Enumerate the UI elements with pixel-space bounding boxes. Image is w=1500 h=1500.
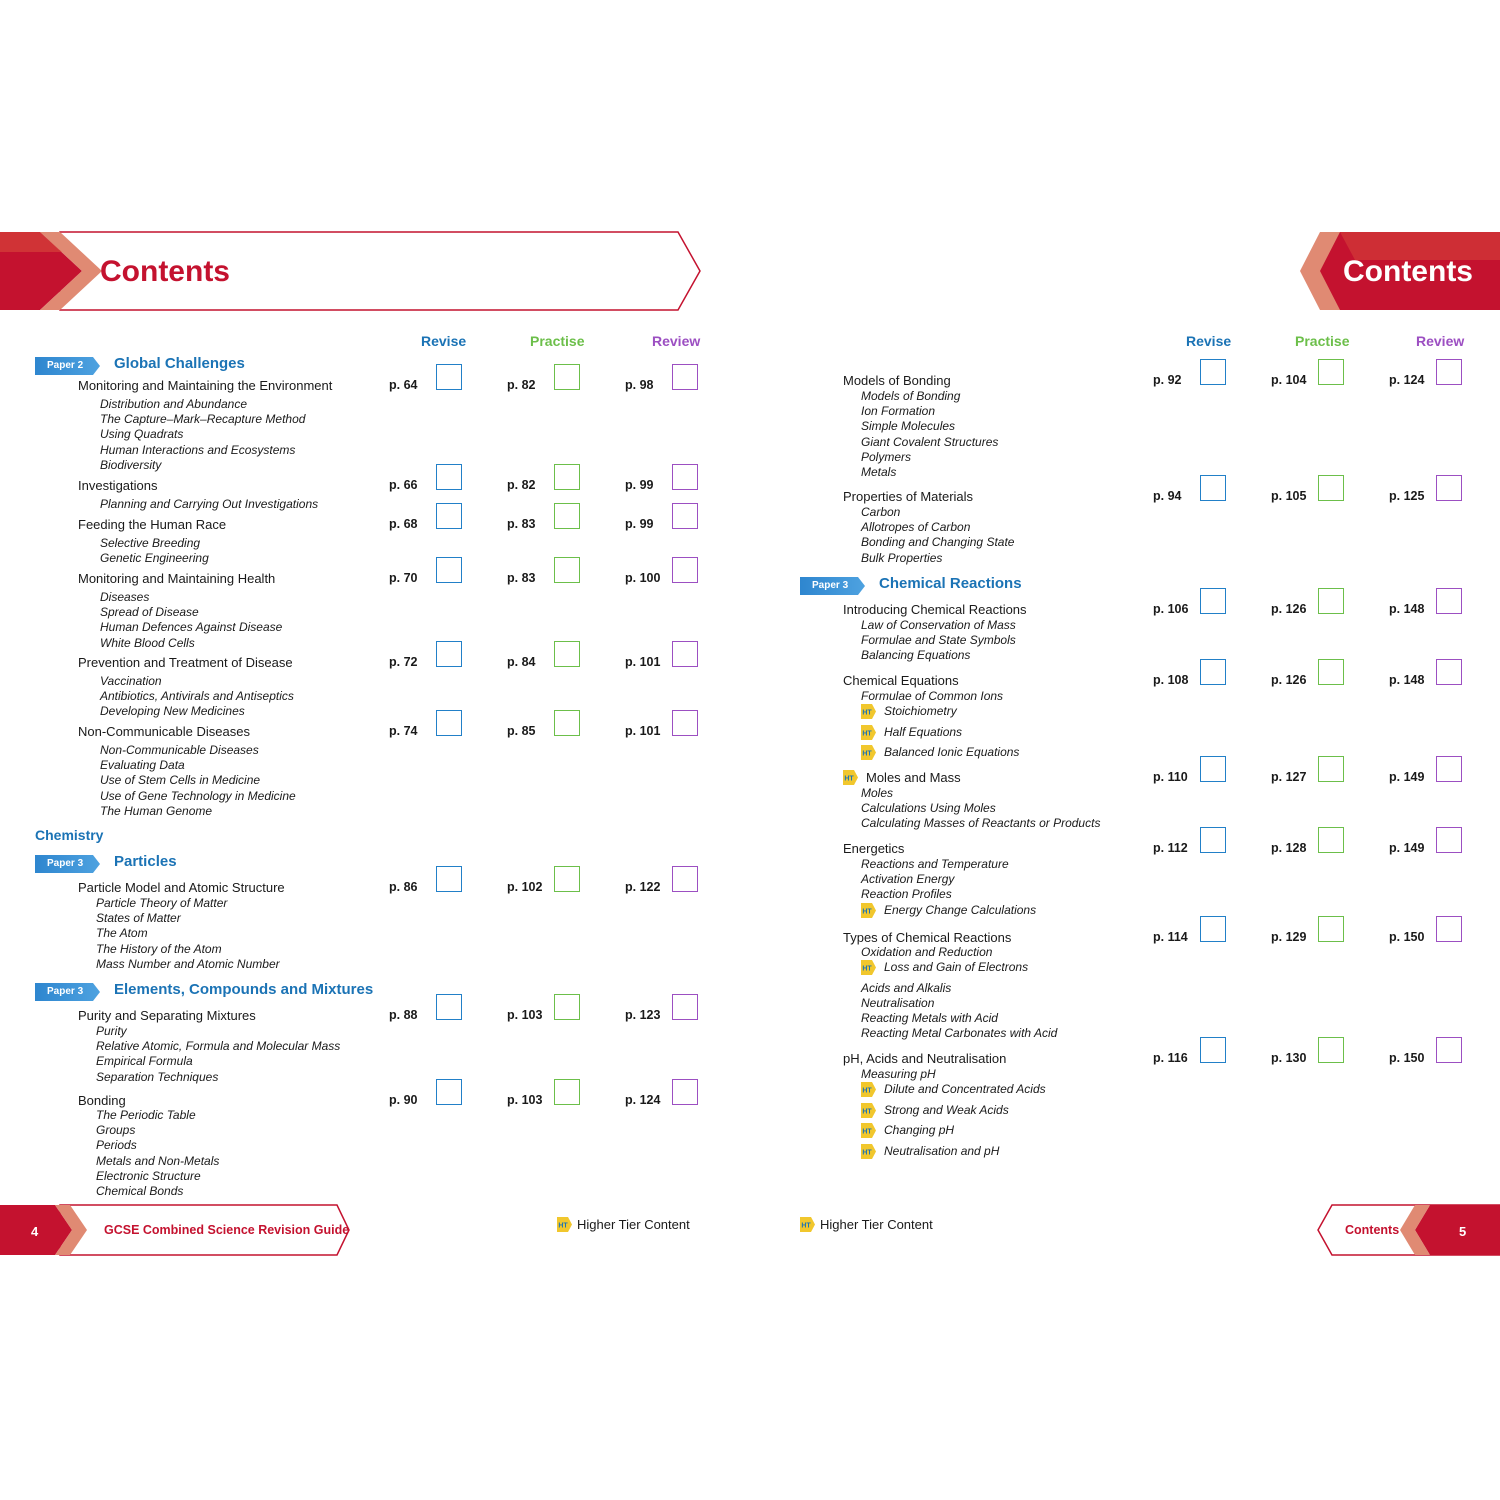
practise-checkbox[interactable] [1318,659,1344,685]
subtopic: Biodiversity [100,457,162,472]
subtopic: Reacting Metal Carbonates with Acid [861,1026,1058,1041]
page-ref-revise: p. 92 [1153,373,1182,387]
subtopic: Oxidation and Reduction [861,945,993,959]
subtopic: Law of Conservation of Mass [861,618,1016,632]
svg-text:HT: HT [862,730,872,738]
page-ref-practise: p. 84 [507,655,536,669]
review-checkbox[interactable] [672,364,698,390]
subtopic: Balancing Equations [861,648,971,663]
subtopic: Relative Atomic, Formula and Molecular Mass [96,1039,341,1054]
page-ref-review: p. 125 [1389,489,1425,503]
subtopic: The Capture–Mark–Recapture Method [100,412,306,427]
subtopic: Purity [96,1024,127,1038]
ht-icon [861,1082,876,1097]
review-checkbox[interactable] [1436,1037,1462,1063]
subtopic: Periods [96,1138,137,1153]
topic-title: Prevention and Treatment of Disease [78,655,293,670]
subtopic: Ion Formation [861,404,936,419]
page-ref-revise: p. 68 [389,517,418,531]
page-ref-revise: p. 64 [389,378,418,392]
review-checkbox[interactable] [672,710,698,736]
practise-checkbox[interactable] [1318,359,1344,385]
column-header-practise-right: Practise [1295,333,1350,349]
subtopic: Calculating Masses of Reactants or Products [861,816,1101,831]
subtopic: Reacting Metals with Acid [861,1011,998,1026]
subtopic: Using Quadrats [100,427,184,442]
footer-right-title: Contents [1345,1223,1400,1237]
page-ref-review: p. 150 [1389,1051,1425,1065]
topic-title: Feeding the Human Race [78,517,227,532]
svg-text:HT: HT [862,1128,872,1136]
practise-checkbox[interactable] [1318,1037,1344,1063]
page-ref-practise: p. 102 [507,880,543,894]
subtopic: Diseases [100,590,150,604]
subtopic: Use of Gene Technology in Medicine [100,788,296,803]
page-ref-practise: p. 130 [1271,1051,1307,1065]
subtopic: Strong and Weak Acids [884,1102,1009,1117]
svg-text:HT: HT [862,1087,872,1095]
subtopic: Neutralisation and pH [884,1143,1000,1158]
svg-text:HT: HT [862,750,872,758]
subtopic: Spread of Disease [100,605,199,620]
subtopic: Giant Covalent Structures [861,434,999,449]
subtopic: The Human Genome [100,803,213,818]
page-ref-review: p. 98 [625,378,654,392]
revise-checkbox[interactable] [1200,659,1226,685]
subtopic: Antibiotics, Antivirals and Antiseptics [100,689,294,704]
page-ref-revise: p. 74 [389,724,418,738]
page-ref-practise: p. 128 [1271,841,1307,855]
review-checkbox[interactable] [1436,359,1462,385]
subtopic: Stoichiometry [884,704,957,719]
subtopic: Neutralisation [861,995,935,1010]
subtopic: Selective Breeding [100,536,201,550]
subtopic: Formulae and State Symbols [861,633,1016,648]
paper-tag: Paper 3 [47,986,84,997]
subtopic: Genetic Engineering [100,551,209,566]
paper-tag: Paper 2 [47,360,84,371]
subtopic: White Blood Cells [100,635,195,650]
subtopic: The Atom [96,926,148,941]
page-ref-review: p. 149 [1389,770,1425,784]
revise-checkbox[interactable] [436,503,462,529]
revise-checkbox[interactable] [1200,359,1226,385]
practise-checkbox[interactable] [554,503,580,529]
page-ref-review: p. 99 [625,478,654,492]
topic-title: Particle Model and Atomic Structure [78,880,285,895]
svg-text:HT: HT [558,1222,568,1230]
page-ref-practise: p. 129 [1271,930,1307,944]
practise-checkbox[interactable] [554,464,580,490]
practise-checkbox[interactable] [1318,475,1344,501]
page-number-left: 4 [31,1224,39,1239]
subtopic: Carbon [861,505,901,519]
practise-checkbox[interactable] [554,641,580,667]
subtopic: Moles [861,786,894,800]
subtopic: Developing New Medicines [100,704,245,719]
subtopic: Evaluating Data [100,758,185,773]
page-ref-revise: p. 94 [1153,489,1182,503]
page-ref-review: p. 100 [625,571,661,585]
topic-title: Monitoring and Maintaining Health [78,571,276,586]
subtopic: Reaction Profiles [861,887,952,902]
practise-checkbox[interactable] [554,557,580,583]
page-ref-review: p. 99 [625,517,654,531]
ht-icon [861,725,876,740]
topic-title: Moles and Mass [866,770,961,785]
footer-right-banner [1312,1203,1500,1259]
subtopic: Activation Energy [861,872,955,887]
svg-text:HT: HT [862,709,872,717]
page-ref-practise: p. 126 [1271,673,1307,687]
topic-title: Introducing Chemical Reactions [843,602,1027,617]
subtopic: Planning and Carrying Out Investigations [100,497,319,511]
column-header-revise-right: Revise [1186,333,1232,349]
page-ref-practise: p. 103 [507,1008,543,1022]
column-header-review-right: Review [1416,333,1465,349]
review-checkbox[interactable] [672,866,698,892]
topic-title: Investigations [78,478,158,493]
review-checkbox[interactable] [1436,827,1462,853]
page-ref-practise: p. 104 [1271,373,1307,387]
page-title-left: Contents [100,255,230,288]
subtopic: Metals and Non-Metals [96,1153,220,1168]
column-header-practise: Practise [530,333,585,349]
page-ref-practise: p. 83 [507,571,536,585]
paper-tag: Paper 3 [47,858,84,869]
topic-title: Chemical Equations [843,673,959,688]
review-checkbox[interactable] [672,641,698,667]
revise-checkbox[interactable] [436,866,462,892]
revise-checkbox[interactable] [436,464,462,490]
page-ref-practise: p. 83 [507,517,536,531]
subtopic: Vaccination [100,674,162,688]
topic-title: Non-Communicable Diseases [78,724,250,739]
subtopic: Separation Techniques [96,1069,219,1084]
section-title: Elements, Compounds and Mixtures [114,981,374,998]
revise-checkbox[interactable] [436,364,462,390]
topic-title: Types of Chemical Reactions [843,930,1012,945]
subtopic: Mass Number and Atomic Number [96,956,280,971]
section-title: Chemical Reactions [879,575,1022,592]
page-ref-revise: p. 88 [389,1008,418,1022]
subtopic: Calculations Using Moles [861,801,996,816]
subtopic: Changing pH [884,1123,955,1138]
revise-checkbox[interactable] [436,710,462,736]
subtopic: Electronic Structure [96,1168,201,1183]
subtopic: Allotropes of Carbon [861,520,971,535]
svg-text:HT: HT [844,775,854,783]
subtopic: Balanced Ionic Equations [884,745,1020,760]
subtopic: Human Interactions and Ecosystems [100,442,296,457]
topic-title: Purity and Separating Mixtures [78,1008,256,1023]
page-ref-revise: p. 112 [1153,841,1188,855]
page-ref-practise: p. 85 [507,724,536,738]
page-ref-review: p. 123 [625,1008,661,1022]
subtopic: Reactions and Temperature [861,857,1009,871]
revise-checkbox[interactable] [1200,756,1226,782]
section-title: Particles [114,853,177,870]
ht-legend-left: Higher Tier Content [577,1217,690,1232]
subtopic: Measuring pH [861,1067,936,1081]
subtopic: Chemical Bonds [96,1184,184,1198]
ht-icon [861,903,876,918]
subtopic: Acids and Alkalis [861,980,952,995]
subtopic: Bulk Properties [861,550,943,565]
practise-checkbox[interactable] [554,364,580,390]
subtopic: Bonding and Changing State [861,535,1015,550]
page-ref-revise: p. 108 [1153,673,1189,687]
subtopic: The Periodic Table [96,1108,196,1122]
topic-title: Properties of Materials [843,489,974,504]
practise-checkbox[interactable] [1318,827,1344,853]
page-ref-review: p. 148 [1389,602,1425,616]
page-ref-review: p. 124 [625,1093,661,1107]
review-checkbox[interactable] [1436,756,1462,782]
review-checkbox[interactable] [672,503,698,529]
ht-legend-right: Higher Tier Content [820,1217,933,1232]
page-ref-practise: p. 103 [507,1093,543,1107]
subtopic: Particle Theory of Matter [96,896,228,910]
revise-checkbox[interactable] [436,641,462,667]
page-ref-review: p. 122 [625,880,661,894]
subtopic: Human Defences Against Disease [100,620,283,635]
page-ref-practise: p. 105 [1271,489,1307,503]
page-ref-review: p. 148 [1389,673,1425,687]
page-ref-revise: p. 86 [389,880,418,894]
revise-checkbox[interactable] [1200,1037,1226,1063]
page-ref-review: p. 150 [1389,930,1425,944]
svg-text:HT: HT [862,965,872,973]
topic-title: pH, Acids and Neutralisation [843,1051,1007,1066]
practise-checkbox[interactable] [1318,588,1344,614]
svg-text:HT: HT [862,908,872,916]
review-checkbox[interactable] [672,464,698,490]
section-title: Global Challenges [114,355,245,372]
topic-title: Monitoring and Maintaining the Environment [78,378,333,393]
review-checkbox[interactable] [1436,475,1462,501]
paper-tag: Paper 3 [812,580,849,591]
page-ref-revise: p. 70 [389,571,418,585]
page-ref-review: p. 101 [625,655,661,669]
review-checkbox[interactable] [672,1079,698,1105]
ht-icon [861,745,876,760]
svg-text:HT: HT [862,1108,872,1116]
subtopic: Simple Molecules [861,419,956,434]
svg-text:HT: HT [801,1222,811,1230]
subtopic: Non-Communicable Diseases [100,743,259,757]
page-ref-revise: p. 90 [389,1093,418,1107]
ht-icon [861,1123,876,1138]
ht-icon [861,1144,876,1159]
page-ref-revise: p. 110 [1153,770,1188,784]
subtopic: Models of Bonding [861,389,961,403]
review-checkbox[interactable] [672,557,698,583]
subtopic: Polymers [861,449,912,464]
page-ref-revise: p. 114 [1153,930,1188,944]
practise-checkbox[interactable] [554,866,580,892]
revise-checkbox[interactable] [1200,475,1226,501]
revise-checkbox[interactable] [1200,588,1226,614]
page-number-right: 5 [1459,1224,1467,1239]
subtopic: Loss and Gain of Electrons [884,960,1029,975]
revise-checkbox[interactable] [436,557,462,583]
revise-checkbox[interactable] [436,1079,462,1105]
page-ref-practise: p. 82 [507,378,536,392]
ht-icon [861,704,876,719]
page-ref-revise: p. 116 [1153,1051,1188,1065]
page-title-right: Contents [1343,255,1473,288]
page-ref-practise: p. 127 [1271,770,1307,784]
review-checkbox[interactable] [1436,659,1462,685]
subtopic: Dilute and Concentrated Acids [884,1082,1046,1097]
page-ref-practise: p. 82 [507,478,536,492]
revise-checkbox[interactable] [1200,827,1226,853]
subtopic: Groups [96,1123,136,1138]
practise-checkbox[interactable] [1318,756,1344,782]
topic-title: Bonding [78,1093,126,1108]
column-header-review: Review [652,333,701,349]
subtopic: Use of Stem Cells in Medicine [100,773,261,788]
ht-legend-icon-right [800,1217,815,1232]
practise-checkbox[interactable] [554,1079,580,1105]
review-checkbox[interactable] [1436,588,1462,614]
subtopic: States of Matter [96,911,181,926]
subtopic: Half Equations [884,724,963,739]
chemistry-heading: Chemistry [35,827,104,843]
page-ref-practise: p. 126 [1271,602,1307,616]
svg-text:HT: HT [862,1149,872,1157]
practise-checkbox[interactable] [554,994,580,1020]
topic-title: Energetics [843,841,905,856]
review-checkbox[interactable] [672,994,698,1020]
ht-icon [843,770,858,785]
page-ref-review: p. 149 [1389,841,1425,855]
practise-checkbox[interactable] [554,710,580,736]
revise-checkbox[interactable] [1200,916,1226,942]
ht-icon [861,960,876,975]
practise-checkbox[interactable] [1318,916,1344,942]
topic-title: Models of Bonding [843,373,951,388]
page-ref-revise: p. 66 [389,478,418,492]
book-title: GCSE Combined Science Revision Guide [104,1223,350,1237]
page-ref-revise: p. 106 [1153,602,1189,616]
subtopic: Metals [861,465,897,479]
ht-legend-icon-left [557,1217,572,1232]
subtopic: Energy Change Calculations [884,902,1037,917]
subtopic: The History of the Atom [96,941,222,956]
column-header-revise: Revise [421,333,467,349]
subtopic: Empirical Formula [96,1054,193,1069]
subtopic: Distribution and Abundance [100,397,247,411]
page-ref-review: p. 124 [1389,373,1425,387]
revise-checkbox[interactable] [436,994,462,1020]
page-ref-review: p. 101 [625,724,661,738]
ht-icon [861,1103,876,1118]
page-ref-revise: p. 72 [389,655,418,669]
review-checkbox[interactable] [1436,916,1462,942]
subtopic: Formulae of Common Ions [861,689,1004,703]
